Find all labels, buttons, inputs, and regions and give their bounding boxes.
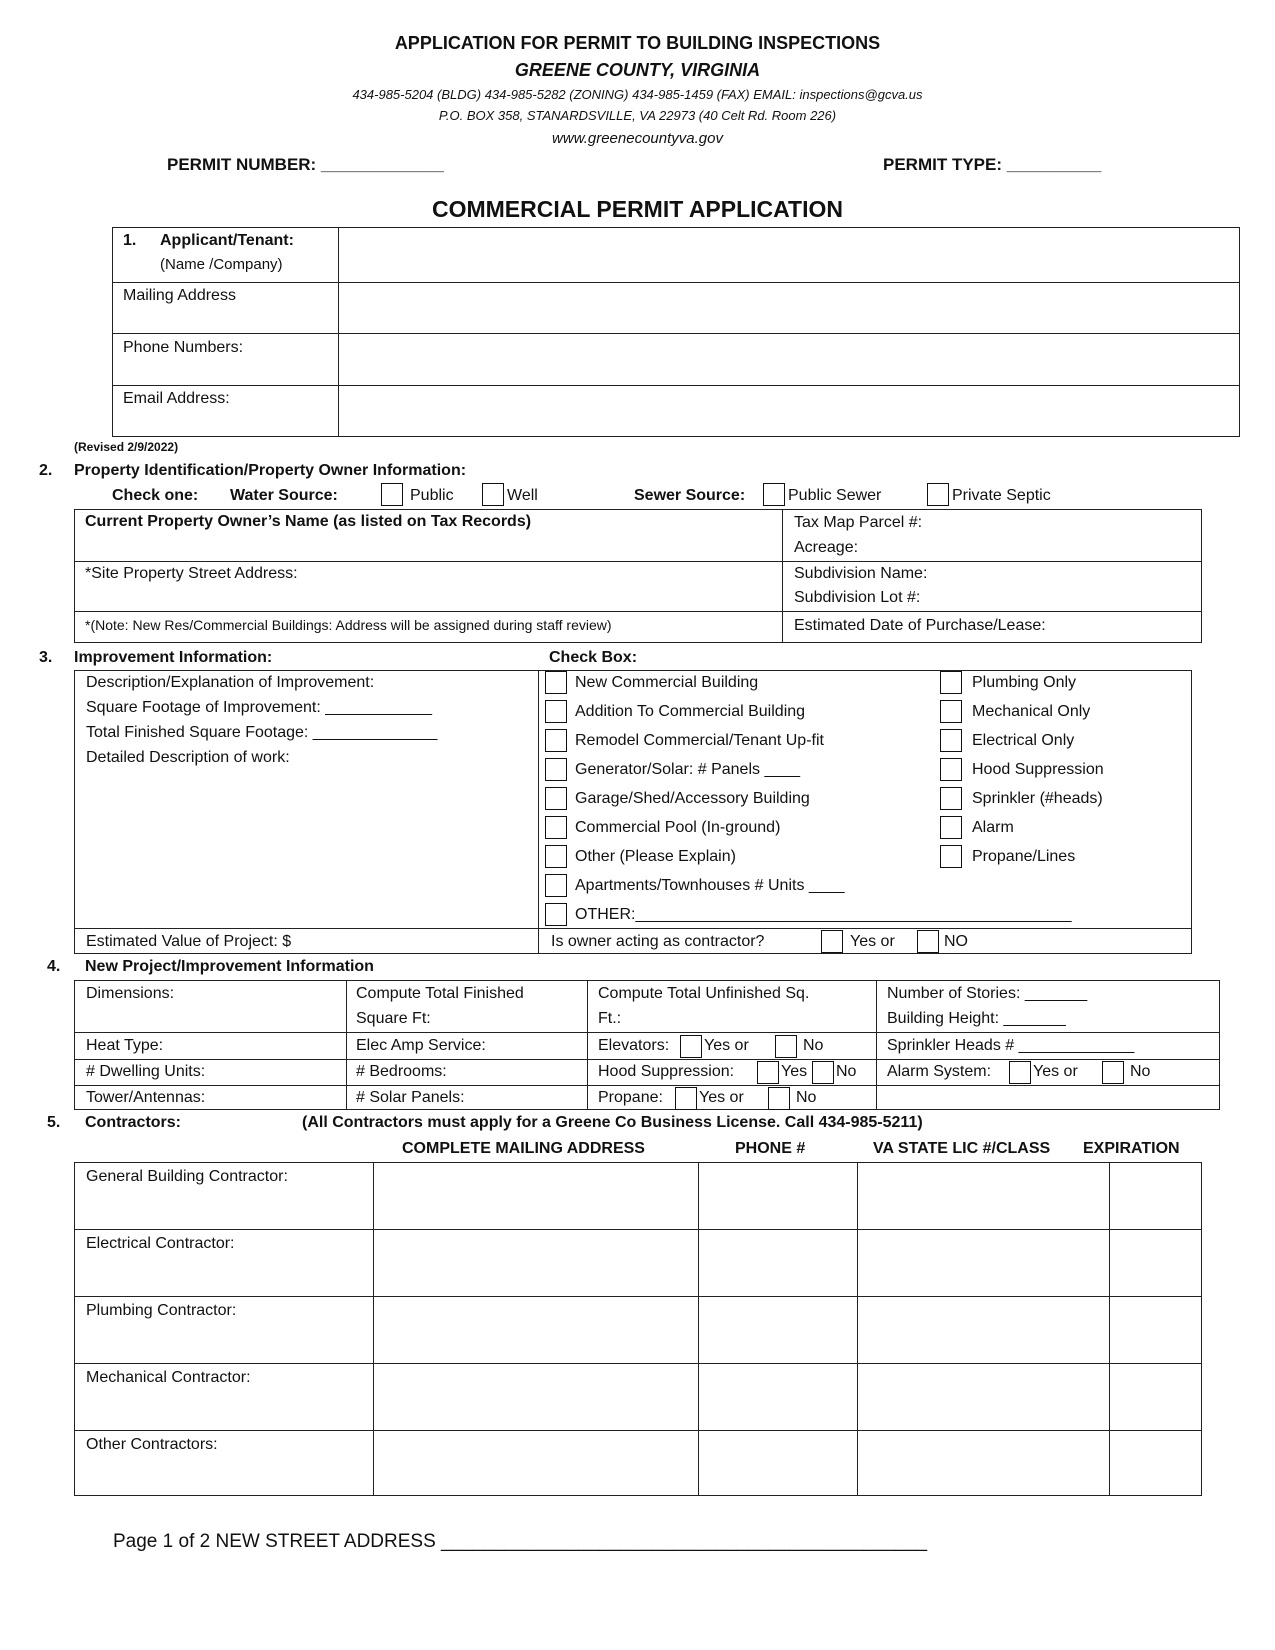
subdivision-name-label: Subdivision Name: bbox=[794, 565, 928, 582]
alarm-no-checkbox[interactable] bbox=[1102, 1061, 1124, 1084]
hood-no-label: No bbox=[836, 1063, 857, 1080]
address-note: *(Note: New Res/Commercial Buildings: Address will be assigned during staff review) bbox=[85, 617, 612, 633]
email-input[interactable] bbox=[342, 389, 1235, 433]
water-source-label: Water Source: bbox=[230, 487, 338, 504]
improvement-checkbox[interactable] bbox=[545, 787, 567, 810]
improvement-option-label: Generator/Solar: # Panels ____ bbox=[575, 761, 801, 778]
trade-option-label: Sprinkler (#heads) bbox=[972, 790, 1103, 807]
propane-no-label: No bbox=[796, 1089, 817, 1106]
improvement-checkbox[interactable] bbox=[545, 758, 567, 781]
elevators-yes-checkbox[interactable] bbox=[680, 1035, 702, 1058]
hood-yes-label: Yes bbox=[781, 1063, 808, 1080]
section-1-number: 1. bbox=[123, 232, 137, 249]
improvement-checkbox[interactable] bbox=[545, 700, 567, 723]
trade-checkbox[interactable] bbox=[940, 816, 962, 839]
contractor-address-input[interactable] bbox=[376, 1232, 696, 1292]
contractor-row-label: Mechanical Contractor: bbox=[86, 1369, 251, 1386]
trade-option-label: Propane/Lines bbox=[972, 848, 1076, 865]
finished-sqft-label-1: Compute Total Finished bbox=[356, 985, 524, 1002]
check-box-label: Check Box: bbox=[549, 649, 638, 666]
county-name: GREENE COUNTY, VIRGINIA bbox=[514, 60, 761, 80]
check-one-label: Check one: bbox=[112, 487, 199, 504]
trade-option-label: Mechanical Only bbox=[972, 703, 1091, 720]
contractor-phone-input[interactable] bbox=[701, 1433, 855, 1493]
contractor-expiration-input[interactable] bbox=[1112, 1433, 1200, 1493]
alarm-system-label: Alarm System: bbox=[887, 1063, 992, 1080]
mailing-address-input[interactable] bbox=[342, 286, 1235, 330]
contractor-license-input[interactable] bbox=[860, 1366, 1107, 1426]
owner-contractor-yes-label: Yes or bbox=[850, 933, 895, 950]
hood-yes-checkbox[interactable] bbox=[757, 1061, 779, 1084]
acreage-label: Acreage: bbox=[794, 539, 859, 556]
elevators-no-checkbox[interactable] bbox=[775, 1035, 797, 1058]
row-divider bbox=[74, 1430, 1202, 1431]
section-5-number: 5. bbox=[47, 1114, 61, 1131]
phone-label: Phone Numbers: bbox=[123, 339, 244, 356]
sprinkler-heads-field[interactable]: Sprinkler Heads # _____________ bbox=[887, 1037, 1135, 1054]
dwelling-units-label: # Dwelling Units: bbox=[86, 1063, 206, 1080]
improvement-option-label: Remodel Commercial/Tenant Up-fit bbox=[575, 732, 824, 749]
contractor-address-input[interactable] bbox=[376, 1366, 696, 1426]
propane-no-checkbox[interactable] bbox=[768, 1087, 790, 1110]
improvement-checkbox[interactable] bbox=[545, 816, 567, 839]
email-label: Email Address: bbox=[123, 390, 230, 407]
bedrooms-label: # Bedrooms: bbox=[356, 1063, 447, 1080]
trade-option-label: Alarm bbox=[972, 819, 1014, 836]
contractor-address-input[interactable] bbox=[376, 1433, 696, 1493]
contractor-address-input[interactable] bbox=[376, 1165, 696, 1225]
sewer-public-label: Public Sewer bbox=[788, 487, 882, 504]
site-address-label: *Site Property Street Address: bbox=[85, 565, 298, 582]
contractor-expiration-input[interactable] bbox=[1112, 1366, 1200, 1426]
owner-contractor-no-label: NO bbox=[944, 933, 968, 950]
elevators-yes-label: Yes or bbox=[704, 1037, 749, 1054]
amp-service-label: Elec Amp Service: bbox=[356, 1037, 486, 1054]
row-divider bbox=[74, 1296, 1202, 1297]
description-label: Description/Explanation of Improvement: bbox=[86, 674, 375, 691]
hood-suppression-label: Hood Suppression: bbox=[598, 1063, 735, 1080]
section-5-heading: Contractors: bbox=[85, 1114, 182, 1131]
sewer-source-label: Sewer Source: bbox=[634, 487, 746, 504]
unfinished-sqft-label-1: Compute Total Unfinished Sq. bbox=[598, 985, 810, 1002]
propane-yes-label: Yes or bbox=[699, 1089, 744, 1106]
trade-checkbox[interactable] bbox=[940, 700, 962, 723]
propane-yes-checkbox[interactable] bbox=[675, 1087, 697, 1110]
section-3-number: 3. bbox=[39, 649, 53, 666]
improvement-checkbox[interactable] bbox=[545, 874, 567, 897]
alarm-yes-checkbox[interactable] bbox=[1009, 1061, 1031, 1084]
contractor-license-input[interactable] bbox=[860, 1433, 1107, 1493]
permit-type-field[interactable]: PERMIT TYPE: __________ bbox=[883, 155, 1102, 174]
footer-new-street-address[interactable]: Page 1 of 2 NEW STREET ADDRESS ______________________________________________ bbox=[113, 1531, 928, 1552]
contractor-address-input[interactable] bbox=[376, 1299, 696, 1359]
contractor-row-label: Electrical Contractor: bbox=[86, 1235, 235, 1252]
total-finished-field[interactable]: Total Finished Square Footage: ______________ bbox=[86, 724, 438, 741]
owner-contractor-yes-checkbox[interactable] bbox=[821, 930, 843, 953]
phone-input[interactable] bbox=[342, 337, 1235, 381]
elevators-no-label: No bbox=[803, 1037, 824, 1054]
contractor-phone-input[interactable] bbox=[701, 1165, 855, 1225]
section-3-heading: Improvement Information: bbox=[74, 649, 273, 666]
website[interactable]: www.greenecountyva.gov bbox=[552, 130, 723, 147]
contractor-expiration-input[interactable] bbox=[1112, 1165, 1200, 1225]
private-septic-checkbox[interactable] bbox=[927, 483, 949, 506]
contact-line: 434-985-5204 (BLDG) 434-985-5282 (ZONING) 434-985-1459 (FAX) EMAIL: inspections@gcva.us bbox=[352, 87, 923, 102]
water-public-label: Public bbox=[410, 487, 454, 504]
square-footage-field[interactable]: Square Footage of Improvement: ____________ bbox=[86, 699, 433, 716]
column-phone: PHONE # bbox=[735, 1140, 806, 1157]
owner-contractor-label: Is owner acting as contractor? bbox=[551, 933, 765, 950]
trade-checkbox[interactable] bbox=[940, 729, 962, 752]
owner-name-label: Current Property Owner’s Name (as listed on Tax Records) bbox=[85, 513, 532, 530]
improvement-checkbox[interactable] bbox=[545, 729, 567, 752]
estimated-value-label: Estimated Value of Project: $ bbox=[86, 933, 292, 950]
improvement-option-label: OTHER:_________________________________________________ bbox=[575, 906, 1072, 923]
contractor-row-label: Plumbing Contractor: bbox=[86, 1302, 237, 1319]
finished-sqft-label-2: Square Ft: bbox=[356, 1010, 431, 1027]
header-title: APPLICATION FOR PERMIT TO BUILDING INSPECTIONS bbox=[394, 33, 881, 53]
trade-option-label: Hood Suppression bbox=[972, 761, 1104, 778]
water-well-label: Well bbox=[507, 487, 538, 504]
section-4-number: 4. bbox=[47, 958, 61, 975]
subdivision-lot-label: Subdivision Lot #: bbox=[794, 589, 921, 606]
mailing-address-label: Mailing Address bbox=[123, 287, 236, 304]
alarm-yes-label: Yes or bbox=[1033, 1063, 1078, 1080]
column-license: VA STATE LIC #/CLASS bbox=[873, 1140, 1051, 1157]
improvement-option-label: New Commercial Building bbox=[575, 674, 759, 691]
contractor-license-input[interactable] bbox=[860, 1299, 1107, 1359]
contractor-row-label: Other Contractors: bbox=[86, 1436, 218, 1453]
stories-field[interactable]: Number of Stories: _______ bbox=[887, 985, 1088, 1002]
detailed-description-label: Detailed Description of work: bbox=[86, 749, 290, 766]
unfinished-sqft-label-2: Ft.: bbox=[598, 1010, 622, 1027]
sewer-public-checkbox[interactable] bbox=[763, 483, 785, 506]
hood-no-checkbox[interactable] bbox=[812, 1061, 834, 1084]
solar-panels-label: # Solar Panels: bbox=[356, 1089, 465, 1106]
contractor-row-label: General Building Contractor: bbox=[86, 1168, 288, 1185]
contractor-phone-input[interactable] bbox=[701, 1366, 855, 1426]
form-title: COMMERCIAL PERMIT APPLICATION bbox=[431, 196, 843, 222]
section-4-heading: New Project/Improvement Information bbox=[85, 958, 374, 975]
improvement-option-label: Commercial Pool (In-ground) bbox=[575, 819, 781, 836]
improvement-option-label: Addition To Commercial Building bbox=[575, 703, 806, 720]
estimated-date-label: Estimated Date of Purchase/Lease: bbox=[794, 617, 1046, 634]
improvement-checkbox[interactable] bbox=[545, 903, 567, 926]
tax-map-label: Tax Map Parcel #: bbox=[794, 514, 923, 531]
contractor-expiration-input[interactable] bbox=[1112, 1232, 1200, 1292]
water-well-checkbox[interactable] bbox=[482, 483, 504, 506]
contractor-phone-input[interactable] bbox=[701, 1299, 855, 1359]
owner-contractor-no-checkbox[interactable] bbox=[917, 930, 939, 953]
row-divider bbox=[74, 1363, 1202, 1364]
trade-option-label: Electrical Only bbox=[972, 732, 1075, 749]
improvement-checkbox[interactable] bbox=[545, 671, 567, 694]
heat-type-label: Heat Type: bbox=[86, 1037, 164, 1054]
trade-checkbox[interactable] bbox=[940, 671, 962, 694]
trade-checkbox[interactable] bbox=[940, 758, 962, 781]
column-expiration: EXPIRATION bbox=[1083, 1140, 1180, 1157]
trade-option-label: Plumbing Only bbox=[972, 674, 1077, 691]
elevators-label: Elevators: bbox=[598, 1037, 670, 1054]
mailing-line: P.O. BOX 358, STANARDSVILLE, VA 22973 (40 Celt Rd. Room 226) bbox=[438, 108, 837, 123]
section-2-number: 2. bbox=[39, 462, 53, 479]
applicant-input[interactable] bbox=[342, 235, 1235, 279]
contractor-expiration-input[interactable] bbox=[1112, 1299, 1200, 1359]
contractor-license-input[interactable] bbox=[860, 1232, 1107, 1292]
alarm-no-label: No bbox=[1130, 1063, 1151, 1080]
applicant-label: Applicant/Tenant: bbox=[160, 232, 294, 249]
private-septic-label: Private Septic bbox=[952, 487, 1051, 504]
improvement-option-label: Apartments/Townhouses # Units ____ bbox=[575, 877, 845, 894]
section-2-heading: Property Identification/Property Owner Information: bbox=[74, 462, 467, 479]
tower-antennas-label: Tower/Antennas: bbox=[86, 1089, 206, 1106]
improvement-option-label: Garage/Shed/Accessory Building bbox=[575, 790, 810, 807]
improvement-checkbox[interactable] bbox=[545, 845, 567, 868]
contractor-phone-input[interactable] bbox=[701, 1232, 855, 1292]
contractor-license-input[interactable] bbox=[860, 1165, 1107, 1225]
dimensions-label: Dimensions: bbox=[86, 985, 175, 1002]
permit-number-field[interactable]: PERMIT NUMBER: _____________ bbox=[167, 155, 444, 174]
building-height-field[interactable]: Building Height: _______ bbox=[887, 1010, 1066, 1027]
improvement-option-label: Other (Please Explain) bbox=[575, 848, 736, 865]
propane-label: Propane: bbox=[598, 1089, 663, 1106]
applicant-sublabel: (Name /Company) bbox=[160, 256, 283, 273]
trade-checkbox[interactable] bbox=[940, 845, 962, 868]
trade-checkbox[interactable] bbox=[940, 787, 962, 810]
row-divider bbox=[74, 1229, 1202, 1230]
contractors-note: (All Contractors must apply for a Greene Co Business License. Call 434-985-5211) bbox=[302, 1114, 923, 1131]
revised-date: (Revised 2/9/2022) bbox=[74, 440, 179, 454]
water-public-checkbox[interactable] bbox=[381, 483, 403, 506]
column-mailing-address: COMPLETE MAILING ADDRESS bbox=[402, 1140, 645, 1157]
